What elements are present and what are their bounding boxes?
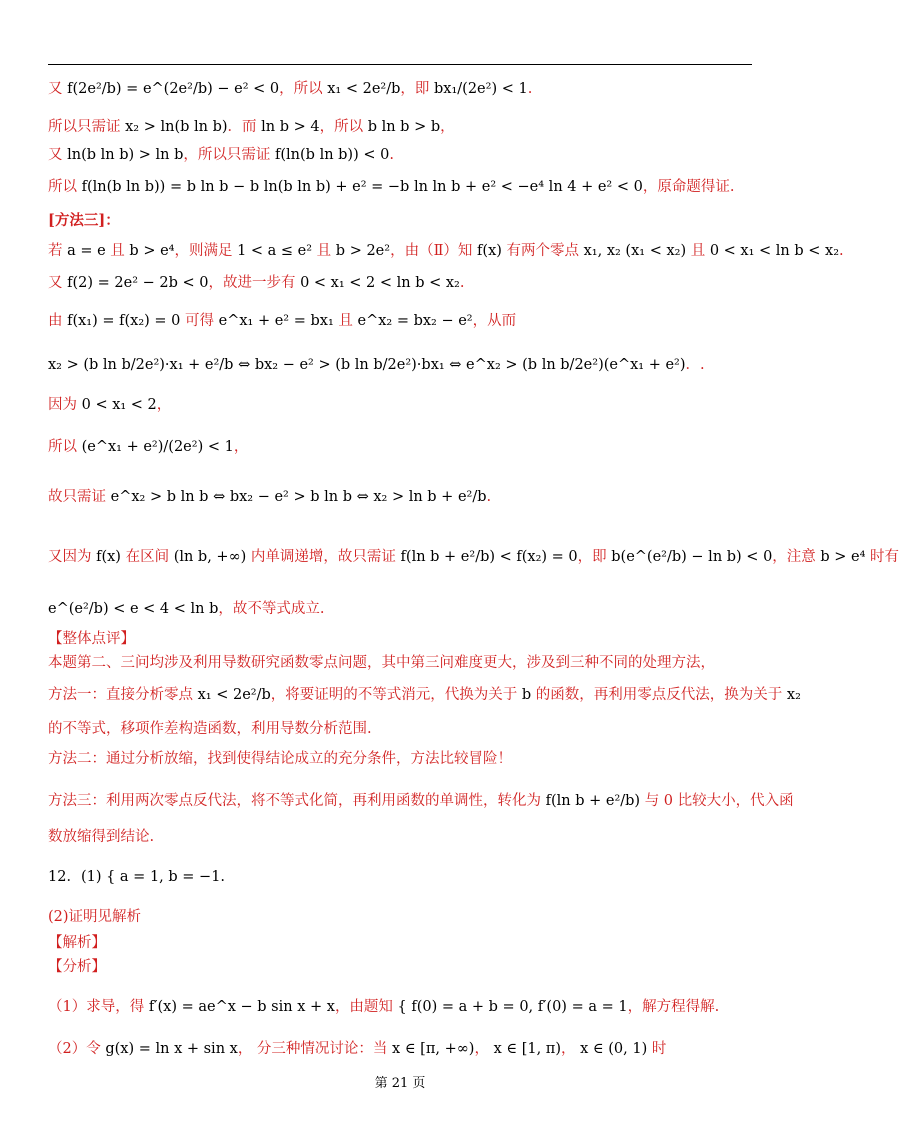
text-run: . (389, 147, 394, 163)
text-run: ，由（Ⅱ）知 (390, 243, 478, 259)
text-run: 有两个零点 (501, 243, 584, 259)
math-expression: x ∈ (0, 1) (580, 1041, 648, 1057)
text-line (48, 116, 752, 138)
text-line (48, 866, 752, 888)
math-expression: e^x₂ > b ln b ⇔ bx₂ − e² > b ln b ⇔ x₂ > ln b + e²/b (110, 489, 487, 505)
text-line (48, 546, 899, 568)
math-expression: e^x₁ + e² = bx₁ (218, 313, 334, 329)
math-expression: x₂ (786, 687, 801, 703)
text-run: ，从而 (472, 313, 517, 329)
text-run: ，所以 (319, 119, 368, 135)
text-line (48, 826, 752, 848)
text-run: 【分析】 (48, 959, 106, 975)
text-run: 因为 (48, 397, 82, 413)
math-expression: a = e (67, 243, 106, 259)
page-footer: 第 21 页 (374, 1076, 426, 1091)
math-expression: { f(0) = a + b = 0, f′(0) = a = 1 (397, 999, 628, 1015)
text-run: ， (233, 439, 249, 455)
text-run: 且 (686, 243, 710, 259)
text-run: 又 (48, 275, 68, 291)
text-line (48, 748, 752, 770)
text-run: ， (440, 119, 455, 135)
text-run: ，即 (577, 549, 612, 565)
text-run: 时有 (865, 549, 899, 565)
math-expression: f(x) (477, 243, 502, 259)
text-line (48, 652, 752, 674)
text-run: [方法三]： (48, 212, 120, 229)
math-expression: 0 < x₁ < ln b < x₂ (709, 243, 840, 259)
math-expression: x₂ > ln(b ln b) (125, 119, 228, 135)
text-run: ， (561, 1041, 581, 1057)
math-expression: b(e^(e²/b) − ln b) < 0 (611, 549, 773, 565)
text-run: 时 (647, 1041, 667, 1057)
text-run: ，原命题得证. (642, 179, 735, 195)
text-line (48, 78, 752, 100)
math-expression: 1 < a ≤ e² (237, 243, 313, 259)
text-line (48, 932, 752, 954)
text-run: ．. (685, 357, 705, 373)
text-run: . (486, 489, 492, 505)
text-run: ，即 (400, 81, 435, 97)
math-expression: x₂ > (b ln b/2e²)·x₁ + e²/b ⇔ bx₂ − e² > (b ln b/2e²)·bx₁ ⇔ e^x₂ > (b ln b/2e²)(e^x₁ + e²) (48, 357, 686, 373)
text-line (48, 628, 752, 650)
text-run: 若 (48, 243, 68, 259)
text-line (48, 486, 752, 508)
math-expression: f′(x) = ae^x − b sin x + x (148, 999, 335, 1015)
text-run: 数放缩得到结论. (48, 829, 155, 845)
math-expression: g(x) = ln x + sin x (105, 1041, 238, 1057)
math-expression: x ∈ [π, +∞) (392, 1041, 475, 1057)
math-expression: x₁ < 2e²/b (327, 81, 401, 97)
text-run: 且 (105, 243, 130, 259)
math-expression: (e^x₁ + e²)/(2e²) < 1 (81, 439, 234, 455)
text-run: 且 (333, 313, 358, 329)
text-line (48, 210, 752, 232)
math-expression: f(ln(b ln b)) < 0 (275, 147, 390, 163)
text-run: 故只需证 (48, 489, 111, 505)
text-run: 本题第二、三问均涉及利用导数研究函数零点问题，其中第三问难度更大，涉及到三种不同的处理方法， (48, 655, 715, 671)
text-line (48, 684, 801, 706)
header-rule (48, 64, 752, 65)
text-run: (2)证明见解析 (48, 909, 142, 925)
math-expression: 0 < x₁ < 2 < ln b < x₂ (300, 275, 460, 291)
text-line (48, 956, 752, 978)
text-run: 又因为 (48, 549, 97, 565)
math-expression: b ln b > b (367, 119, 441, 135)
text-run: ，由题知 (334, 999, 398, 1015)
text-run: 与 0 比较大小，代入函 (640, 793, 794, 809)
text-run: 【整体点评】 (48, 631, 135, 647)
text-run: 内单调递增，故只需证 (246, 549, 401, 565)
text-run: 又 (48, 81, 68, 97)
math-expression: f(x₁) = f(x₂) = 0 (67, 313, 181, 329)
text-run: 由 (48, 313, 68, 329)
text-line (48, 176, 752, 198)
text-run: 所以 (48, 439, 82, 455)
text-line (48, 272, 752, 294)
math-expression: ln b > 4 (261, 119, 320, 135)
text-run: 所以 (48, 179, 82, 195)
text-run: 方法一：直接分析零点 (48, 687, 198, 703)
math-expression: f(2e²/b) = e^(2e²/b) − e² < 0 (67, 81, 280, 97)
text-run: ，所以 (279, 81, 328, 97)
text-run: 方法二：通过分析放缩，找到使得结论成立的充分条件，方法比较冒险！ (48, 751, 512, 767)
math-expression: 0 < x₁ < 2 (81, 397, 157, 413)
text-run: ， (474, 1041, 494, 1057)
math-expression: x ∈ [1, π) (493, 1041, 561, 1057)
text-line (48, 354, 752, 376)
math-expression: b (521, 687, 532, 703)
text-run: ，注意 (772, 549, 821, 565)
text-run: ，所以只需证 (183, 147, 276, 163)
text-run: ， (156, 397, 172, 413)
text-run: ，则满足 (174, 243, 238, 259)
text-line (48, 1038, 752, 1060)
math-expression: f(2) = 2e² − 2b < 0 (67, 275, 209, 291)
text-run: （1）求导，得 (48, 999, 149, 1015)
text-line (48, 310, 752, 332)
text-run: . (459, 275, 465, 291)
math-expression: ln(b ln b) > ln b (67, 147, 184, 163)
text-run: 在区间 (120, 549, 174, 565)
text-run: 且 (312, 243, 336, 259)
text-run: ，解方程得解. (627, 999, 720, 1015)
math-expression: f(ln b + e²/b) (545, 793, 641, 809)
text-run: ，故不等式成立. (218, 601, 325, 617)
text-run: ．而 (227, 119, 262, 135)
text-line (48, 394, 752, 416)
math-expression: b > 2e² (335, 243, 391, 259)
math-expression: 12．(1) { a = 1, b = −1. (48, 869, 226, 885)
math-expression: e^x₂ = bx₂ − e² (357, 313, 473, 329)
math-expression: (ln b, +∞) (173, 549, 247, 565)
text-run: 所以只需证 (48, 119, 126, 135)
math-expression: f(ln b + e²/b) < f(x₂) = 0 (400, 549, 578, 565)
math-expression: b > e⁴ (129, 243, 175, 259)
math-expression: e^(e²/b) < e < 4 < ln b (48, 601, 219, 617)
text-line (48, 996, 752, 1018)
text-run: 又 (48, 147, 68, 163)
text-run: 可得 (180, 313, 219, 329)
text-line (48, 144, 752, 166)
text-run: . (839, 243, 844, 259)
text-run: （2）令 (48, 1041, 106, 1057)
text-line (48, 906, 752, 928)
math-expression: bx₁/(2e²) < 1 (434, 81, 528, 97)
text-line (48, 790, 794, 812)
text-run: ，故进一步有 (208, 275, 301, 291)
text-run: ， 分三种情况讨论：当 (237, 1041, 393, 1057)
text-run: . (527, 81, 533, 97)
text-line (48, 598, 752, 620)
math-expression: x₁, x₂ (x₁ < x₂) (583, 243, 687, 259)
text-line (48, 436, 752, 458)
math-expression: b > e⁴ (820, 549, 866, 565)
text-run: 方法三：利用两次零点反代法，将不等式化简，再利用函数的单调性，转化为 (48, 793, 546, 809)
math-expression: f(x) (96, 549, 121, 565)
text-run: 的函数，再利用零点反代法，换为关于 (531, 687, 787, 703)
text-line (48, 718, 752, 740)
text-run: 的不等式，移项作差构造函数，利用导数分析范围. (48, 721, 372, 737)
math-expression: x₁ < 2e²/b (197, 687, 271, 703)
text-run: 【解析】 (48, 935, 106, 951)
math-expression: f(ln(b ln b)) = b ln b − b ln(b ln b) + e² = −b ln ln b + e² < −e⁴ ln 4 + e² < 0 (81, 179, 643, 195)
text-line (48, 240, 844, 262)
text-run: ，将要证明的不等式消元，代换为关于 (270, 687, 522, 703)
